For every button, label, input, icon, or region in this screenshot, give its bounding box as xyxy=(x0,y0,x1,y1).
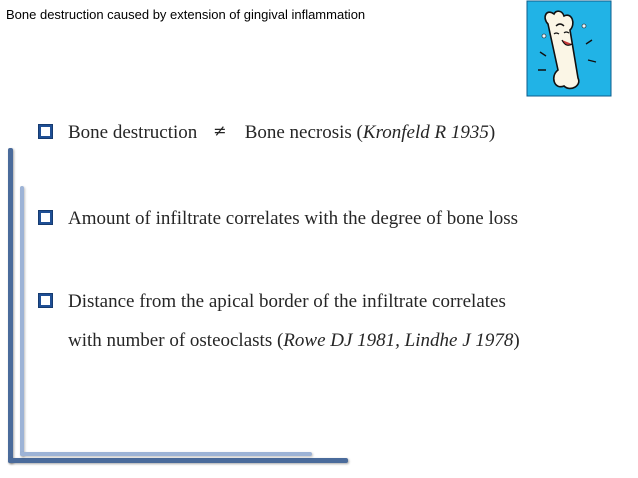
bullet-1-close-paren: ) xyxy=(488,122,496,143)
bullet-1-citation: Kronfeld R 1935 xyxy=(362,122,489,143)
bracket-outer-horizontal xyxy=(8,458,348,463)
checkbox-bullet-icon xyxy=(38,210,53,225)
bracket-inner-vertical xyxy=(20,186,24,456)
bullet-item-2 xyxy=(38,202,518,235)
bracket-inner-horizontal xyxy=(20,452,312,456)
checkbox-bullet-icon xyxy=(38,124,53,139)
bracket-outer-vertical xyxy=(8,148,13,463)
bullet-item-1 xyxy=(38,116,495,149)
bullet-3-close-paren: ) xyxy=(513,330,520,351)
bullet-3-citation: Rowe DJ 1981, Lindhe J 1978 xyxy=(283,330,514,351)
bullet-3-line-2: with number of osteoclasts ( xyxy=(68,330,284,351)
bullet-1-left: Bone destruction xyxy=(68,122,198,143)
bullet-3-line-1: Distance from the apical border of the infiltrate correlates xyxy=(68,291,506,312)
not-equal-symbol: ≠ xyxy=(213,121,227,140)
slide-title: Bone destruction caused by extension of gingival inflammation xyxy=(6,7,366,22)
bullet-item-3 xyxy=(38,285,520,357)
checkbox-bullet-icon xyxy=(38,293,53,308)
laughing-bone-cartoon-icon xyxy=(526,0,612,97)
bullet-1-right: Bone necrosis ( xyxy=(244,122,363,143)
bullet-2-text: Amount of infiltrate correlates with the degree of bone loss xyxy=(68,208,519,229)
